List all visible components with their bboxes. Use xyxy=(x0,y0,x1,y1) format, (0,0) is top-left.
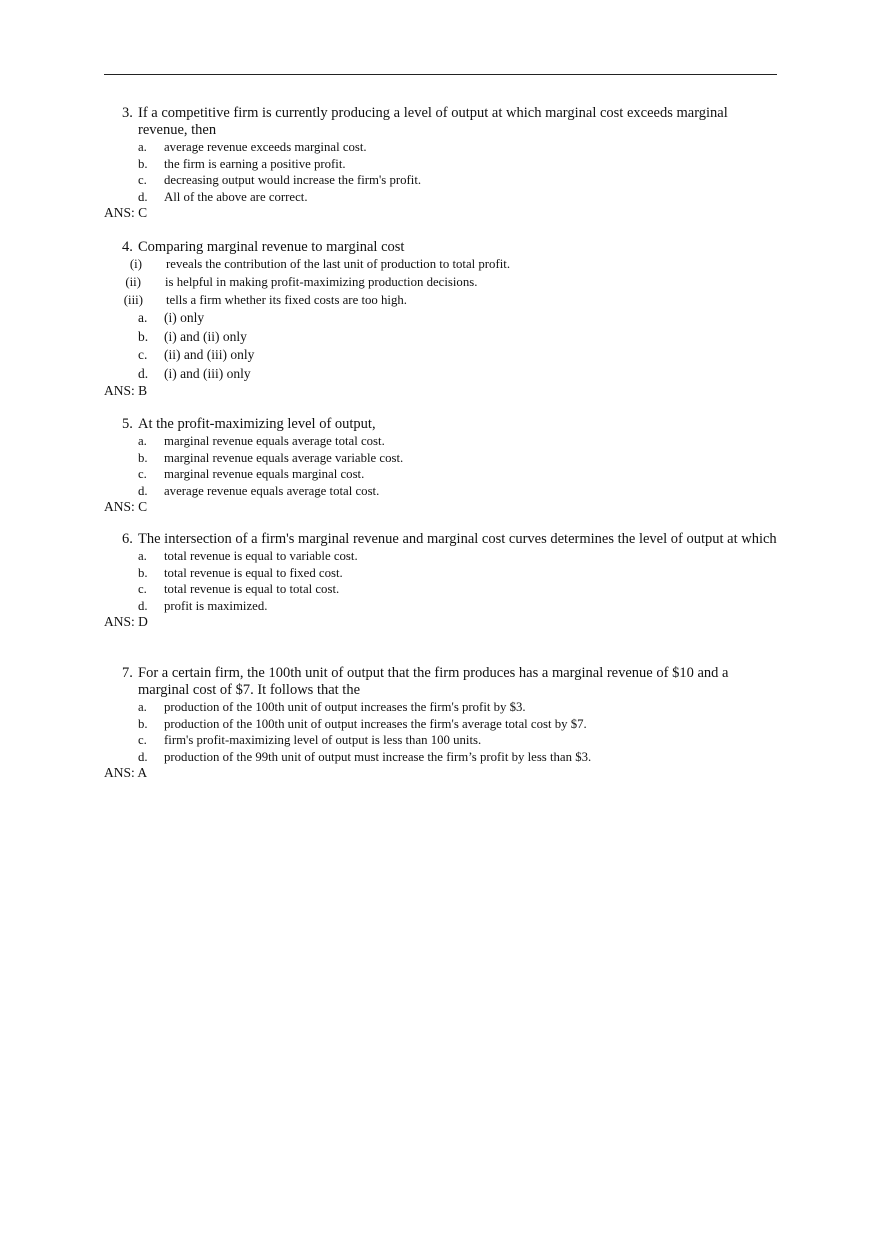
question-stem: 4. Comparing marginal revenue to marginal cost xyxy=(122,239,405,255)
answer-key: ANS: A xyxy=(104,765,148,781)
option-a: a. marginal revenue equals average total cost. xyxy=(138,434,385,448)
statement-iii: (iii) tells a firm whether its fixed costs are too high. xyxy=(123,292,407,307)
question-3 xyxy=(104,105,779,221)
option-b: b. marginal revenue equals average variable cost. xyxy=(138,450,404,465)
option-b: b. total revenue is equal to fixed cost. xyxy=(138,565,343,580)
question-5 xyxy=(104,416,779,515)
option-b: b. the firm is earning a positive profit. xyxy=(138,156,346,171)
question-6 xyxy=(104,531,779,630)
option-b: b. (i) and (ii) only xyxy=(138,328,247,344)
option-b: b. production of the 100th unit of output increases the firm's average total cost by $7. xyxy=(138,716,587,731)
option-d: d. profit is maximized. xyxy=(138,598,268,613)
answer-key: ANS: C xyxy=(104,499,148,515)
option-d: d. All of the above are correct. xyxy=(138,189,308,204)
option-c: c. marginal revenue equals marginal cost. xyxy=(138,467,365,482)
question-stem: 7. For a certain firm, the 100th unit of output that the firm produces has a marginal revenue of $10 and a marginal cost of $7. It follows that the xyxy=(122,665,729,698)
option-c: c. total revenue is equal to total cost. xyxy=(138,582,340,597)
option-c: c. firm's profit-maximizing level of output is less than 100 units. xyxy=(138,733,482,748)
answer-key: ANS: B xyxy=(104,383,148,399)
option-a: a. (i) only xyxy=(138,310,205,326)
question-7 xyxy=(104,665,779,781)
question-stem: 5. At the profit-maximizing level of output, xyxy=(122,416,376,432)
option-a: a. total revenue is equal to variable cost. xyxy=(138,549,358,563)
answer-key: ANS: C xyxy=(104,205,148,221)
option-c: c. (ii) and (iii) only xyxy=(138,347,255,363)
question-stem: 6. The intersection of a firm's marginal revenue and marginal cost curves determines the level of output at which xyxy=(122,531,777,547)
answer-key: ANS: D xyxy=(104,614,148,630)
option-d: d. production of the 99th unit of output must increase the firm’s profit by less than $3. xyxy=(138,749,592,764)
option-a: a. production of the 100th unit of output increases the firm's profit by $3. xyxy=(138,700,526,714)
header-rule xyxy=(104,74,777,75)
statement-ii: (ii) is helpful in making profit-maximizing production decisions. xyxy=(125,274,478,289)
statement-i: (i) reveals the contribution of the last unit of production to total profit. xyxy=(129,257,511,271)
option-d: d. (i) and (iii) only xyxy=(138,365,251,381)
option-c: c. decreasing output would increase the firm's profit. xyxy=(138,173,422,188)
option-d: d. average revenue equals average total cost. xyxy=(138,483,380,498)
question-4 xyxy=(104,239,779,399)
question-stem: 3. If a competitive firm is currently producing a level of output at which marginal cost exceeds marginal revenue, then xyxy=(122,105,728,138)
option-a: a. average revenue exceeds marginal cost. xyxy=(138,140,367,154)
